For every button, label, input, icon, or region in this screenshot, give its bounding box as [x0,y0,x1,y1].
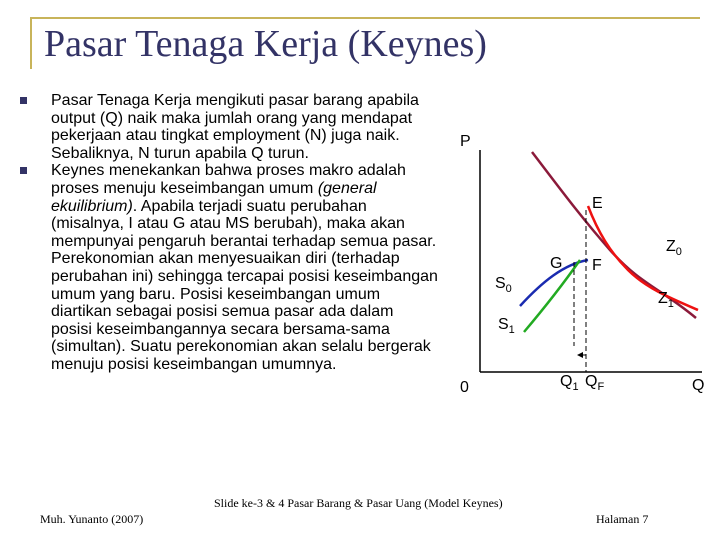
curve-s1-label: $S_1$ [498,316,515,336]
frame-top-line [30,17,700,19]
footer-author: Muh. Yunanto (2007) [40,512,144,526]
curve-s0-label: $S_0$ [495,275,512,295]
point-e-label: E [592,195,603,212]
bullet-item [18,92,438,162]
axis-p-label: P [460,133,471,150]
qf-label: $Q_F$ [585,373,605,393]
curve-z0-label: $Z_0$ [666,238,682,258]
bullet-square-icon [20,167,27,174]
point-f-label: F [592,257,602,274]
origin-label: 0 [460,379,469,396]
bullet-text: Pasar Tenaga Kerja mengikuti pasar barang apabila output (Q) naik maka jumlah orang yang mendapat pekerjaan atau tingkat employment (N) juga naik. Sebaliknya, N turun apabila Q turun. [51,92,419,162]
footer-center-text: Slide ke-3 & 4 Pasar Barang & Pasar Uang (Model Keynes) [214,496,503,510]
labor-market-diagram [440,110,710,410]
footer-page-number: Halaman 7 [596,512,649,526]
bullet-text-part: . Apabila terjadi suatu perubahan (misalnya, I atau G atau MS berubah), maka akan mempunyai pengaruh berantai terhadap semua pasar. Perekonomian akan menyesuaikan diri (terhadap perubahan ini) sehingga tercapai posisi keseimbangan umum yang baru. Posisi keseimbangan umum diartikan sebagai posisi semua pasar ada dalam posisi keseimbangannya secara bersama-sama (simultan). Suatu perekonomian akan selalu bergerak menuju posisi keseimbangan umumnya. [51,197,438,373]
q1-label: $Q_1$ [560,373,579,393]
bullet-text-italic: (general ekuilibrium) [51,179,377,215]
axis-q-label: Q [692,377,705,394]
curve-z1 [588,206,698,310]
bullet-text-part: Keynes menekankan bahwa proses makro adalah proses menuju keseimbangan umum [51,162,406,197]
point-g-label: G [550,255,563,272]
slide-title: Pasar Tenaga Kerja (Keynes) [44,23,487,65]
frame-left-line [30,17,32,69]
bullet-square-icon [20,97,27,104]
bullet-list [18,92,438,374]
curve-z1-label: $Z_1$ [658,290,674,310]
bullet-item [18,162,438,373]
